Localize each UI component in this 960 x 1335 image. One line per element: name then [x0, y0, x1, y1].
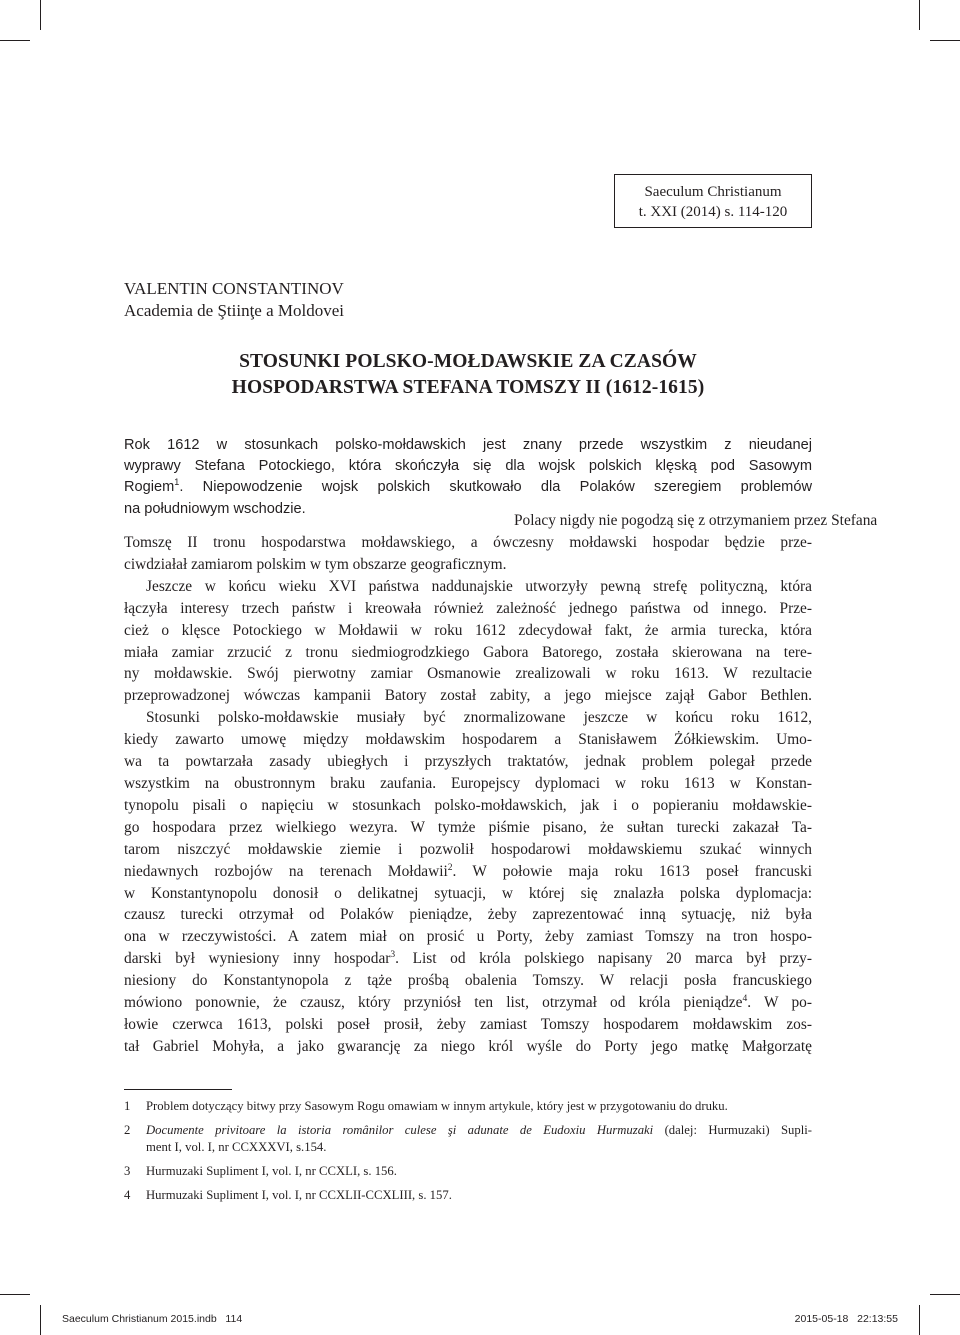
journal-info-box	[614, 174, 812, 228]
footnotes	[124, 1098, 812, 1211]
footnote-ref: 4	[742, 992, 748, 1004]
body-line: Stosunki polsko-mołdawskie musiały być znormalizowane jeszcze w końcu roku 1612,	[146, 709, 812, 727]
abstract	[124, 435, 812, 520]
text-segment: mówiono ponownie, że czausz, który przyniósł ten list, otrzymał od króla pieniądze	[124, 994, 743, 1012]
print-footer-file: Saeculum Christianum 2015.indb 114	[62, 1313, 243, 1325]
body-line: ny mołdawskie. Swój pierwotny zamiar Osmanowie zrealizowali w roku 1613. W rezultacie	[124, 665, 812, 683]
abstract-line: na południowym wschodzie.	[124, 500, 306, 517]
body-line: w Konstantynopolu donosił o delikatnej sytuacji, w której się znalazła polska dyplomacja:	[124, 884, 812, 902]
journal-name: Saeculum Christianum	[644, 184, 782, 200]
body-line: wszystkim na obustronnym braku zaufania. Europejscy dyplomaci w roku 1613 w Konstan-	[124, 774, 812, 792]
article-title	[124, 349, 812, 401]
body-line: tynopolu pisali o napięciu w stosunkach polsko-mołdawskich, jak i o popieraniu mołdawskie-	[124, 796, 812, 814]
body-line: czausz turecki otrzymał od Polaków pieniądze, żeby zaprezentować inną sytuację, niż była	[124, 906, 812, 924]
crop-mark-bottom-left-h	[0, 1294, 30, 1295]
body-line: Tomszę II tronu hospodarstwa mołdawskiego, a ówczesny mołdawski hospodar będzie prze-	[124, 534, 812, 551]
footnote	[124, 1122, 812, 1156]
footnote-line	[146, 1122, 812, 1139]
body-line: niesiony do Konstantynopola z tąże prośbą obalenia Tomszy. W relacji posła francuskiego	[124, 972, 812, 990]
footnote-line: ment I, vol. I, nr CCXXXVI, s.154.	[146, 1140, 327, 1154]
body-line: Jeszcze w końcu wieku XVI państwa naddunajskie utworzyły pewną strefę polityczną, która	[146, 577, 812, 595]
footnote-number: 3	[124, 1164, 131, 1178]
author-block	[124, 278, 344, 322]
crop-mark-top-right-v	[919, 0, 920, 30]
body-line	[124, 948, 812, 970]
footnote-number: 2	[124, 1123, 131, 1137]
text-segment: Rogiem	[124, 479, 175, 496]
body-line: łowie czerwca 1613, polski poseł prosił, żeby zamiast Tomszy hospodarem mołdawskim zos-	[124, 1015, 812, 1033]
text-segment: niedawnych rozbojów na terenach Mołdawii	[124, 862, 448, 880]
body-line	[124, 861, 812, 883]
body-line: kiedy zawarto umowę między mołdawskim hospodarem a Stanisławem Żółkiewskim. Umo-	[124, 731, 812, 749]
abstract-line: wyprawy Stefana Potockiego, która skończyła się dla wojsk polskich klęską pod Sasowym	[124, 458, 812, 475]
body-line: tarom niszczyć mołdawskie ziemie i pozwolił hospodarowi mołdawskiemu szukać winnych	[124, 840, 812, 858]
body-line: łączyła interesy trzech państw i kreowała również zależność jednego państwa od innego. Prze-	[124, 599, 812, 617]
footnote-text: Hurmuzaki Supliment I, vol. I, nr CCXLII-CCXLIII, s. 157.	[146, 1188, 452, 1202]
abstract-line	[124, 477, 812, 498]
abstract-line: Rok 1612 w stosunkach polsko-mołdawskich jest znany przede wszystkim z nieudanej	[124, 437, 812, 453]
footnote	[124, 1187, 812, 1204]
text-segment: darski był wyniesiony inny hospodar	[124, 950, 391, 968]
crop-mark-bottom-right-h	[930, 1294, 960, 1295]
body-line: miała zamiar zrzucić z tronu siedmiogrodzkiego Gabora Batorego, została skierowana na tere-	[124, 643, 812, 661]
crop-mark-top-left-v	[40, 0, 41, 30]
footnote-number: 4	[124, 1188, 131, 1202]
footnote-ref: 2	[447, 861, 453, 873]
body-line: go hospodara przez wielkiego wezyra. W tymże piśmie pisano, że sułtan turecki zakazał Ta-	[124, 818, 812, 836]
footnote	[124, 1163, 812, 1180]
author-affiliation: Academia de Ştiinţe a Moldovei	[124, 301, 344, 320]
footnote-ref: 1	[174, 477, 180, 488]
source-title: Documente privitoare la istoria românilor culese şi adunate de Eudoxiu Hurmuzaki	[146, 1123, 654, 1137]
footnote-number: 1	[124, 1099, 131, 1113]
author-name: VALENTIN CONSTANTINOV	[124, 279, 344, 298]
text-segment: . List od króla polskiego napisany 20 marca był przy-	[395, 950, 812, 968]
footnote-divider	[124, 1089, 232, 1090]
text-segment: . Niepowodzenie wojsk polskich skutkowało dla Polaków szeregiem problemów	[179, 479, 812, 496]
footnote-ref: 3	[390, 949, 396, 961]
crop-mark-top-left-h	[0, 40, 30, 41]
body-line: przeprowadzonej wówczas kampanii Batory został zabity, a jego miejsce zajął Gabor Bethlen.	[124, 687, 812, 705]
body-line: wa ta powtarzała zasady ubiegłych i przyszłych traktatów, jednak problem polegał przede	[124, 753, 812, 771]
body-line	[124, 992, 812, 1014]
body-line: cież o klęsce Potockiego w Mołdawii w roku 1612 zdecydował fakt, że armia turecka, która	[124, 621, 812, 639]
footnote	[124, 1098, 812, 1115]
footnote-text: Problem dotyczący bitwy przy Sasowym Rogu omawiam w innym artykule, który jest w przygotowaniu do druku.	[146, 1099, 728, 1113]
body-line: ciwdziałał zamiarom polskim w tym obszarze geograficznym.	[124, 555, 507, 573]
text-segment: . W połowie maja roku 1613 poseł francuski	[452, 862, 812, 880]
body-text	[124, 512, 878, 1058]
crop-mark-bottom-left-v	[40, 1305, 41, 1335]
body-line: tał Gabriel Mohyła, a jako gwarancję za niego król wyśle do Porty jego matkę Małgorzatę	[124, 1037, 812, 1055]
print-footer-timestamp: 2015-05-18 22:13:55	[794, 1313, 898, 1325]
crop-mark-bottom-right-v	[919, 1305, 920, 1335]
title-line: STOSUNKI POLSKO-MOŁDAWSKIE ZA CZASÓW	[239, 351, 697, 372]
body-line: ona w rzeczywistości. A zatem miał on prosić u Porty, żeby zamiast Tomszy na tron hospo-	[124, 928, 812, 946]
text-segment: (dalej: Hurmuzaki) Supli-	[653, 1123, 812, 1137]
crop-mark-top-right-h	[930, 40, 960, 41]
text-segment: . W po-	[747, 994, 812, 1012]
title-line: HOSPODARSTWA STEFANA TOMSZY II (1612-1615)	[231, 377, 705, 398]
footnote-text: Hurmuzaki Supliment I, vol. I, nr CCXLI, s. 156.	[146, 1164, 397, 1178]
journal-volume: t. XXI (2014) s. 114-120	[638, 204, 788, 220]
body-line: Polacy nigdy nie pogodzą się z otrzymaniem przez Stefana	[514, 512, 878, 529]
